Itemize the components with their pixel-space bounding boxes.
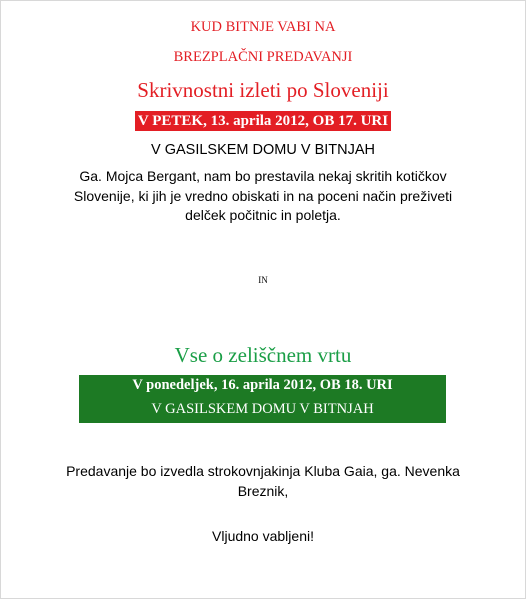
event2-description: Predavanje bo izvedla strokovnjakinja Kluba Gaia, ga. Nevenka Breznik, (66, 463, 460, 499)
event2-date-line: V ponedeljek, 16. aprila 2012, OB 18. URI (132, 377, 393, 393)
event1-date-banner: V PETEK, 13. aprila 2012, OB 17. URI (135, 111, 391, 131)
event2-title: Vse o zeliščnem vrtu (174, 343, 352, 367)
closing-text: Vljudno vabljeni! (212, 528, 314, 544)
connector-text: IN (258, 275, 268, 285)
event2-info-box (79, 375, 446, 423)
heading-line-1: KUD BITNJE VABI NA (190, 19, 336, 35)
event1-description: Ga. Mojca Bergant, nam bo prestavila nekaj skritih kotičkov Slovenije, ki jih je vredno obiskati in na poceni način preživeti delček počitnic in poletja. (73, 168, 453, 223)
event2-venue: V GASILSKEM DOMU V BITNJAH (151, 401, 374, 417)
event1-date-banner-wrap (0, 111, 526, 131)
event1-title: Skrivnostni izleti po Sloveniji (137, 78, 389, 102)
heading-line-2: BREZPLAČNI PREDAVANJI (173, 49, 353, 65)
event1-venue: V GASILSKEM DOMU V BITNJAH (151, 142, 375, 158)
